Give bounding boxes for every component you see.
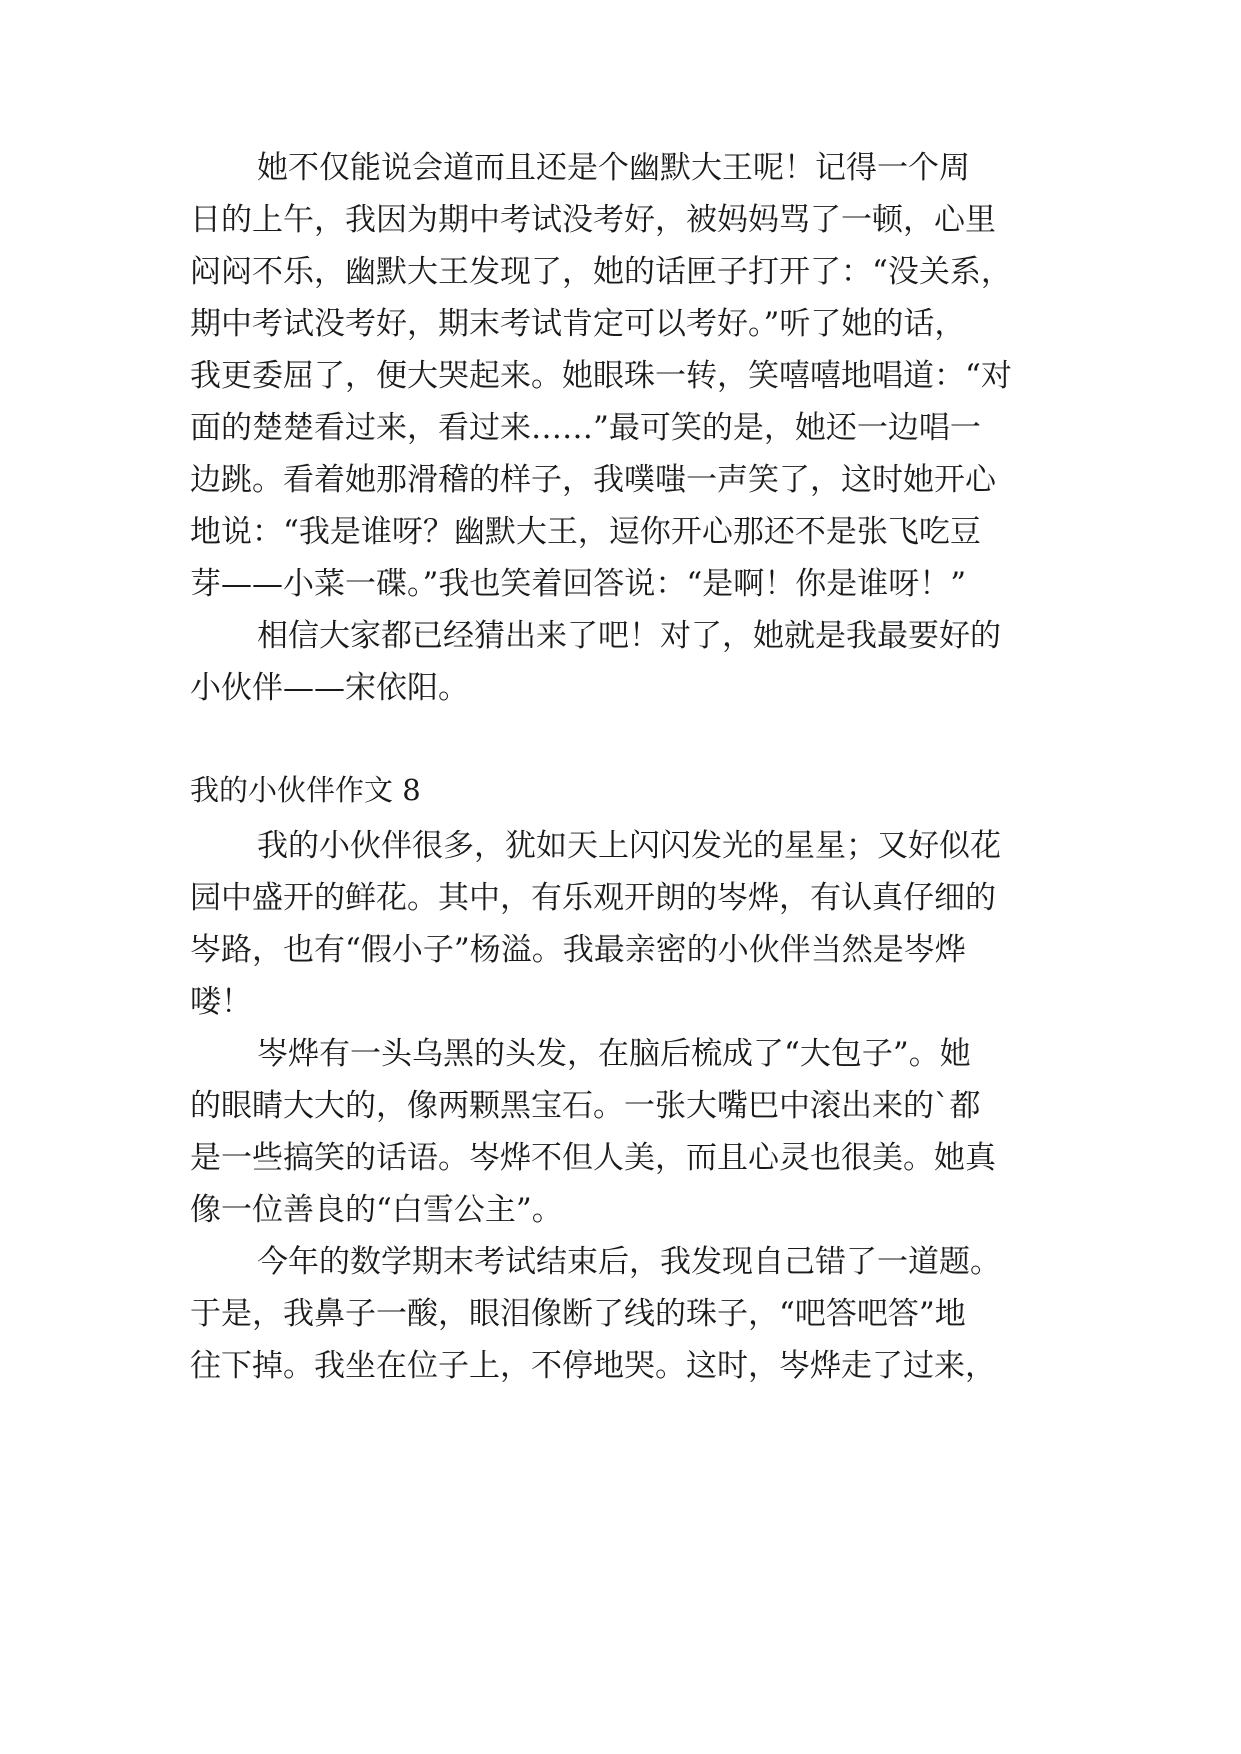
paragraph-line: 岑烨有一头乌黑的头发，在脑后梳成了“大包子”。她 bbox=[257, 1036, 971, 1072]
section-heading: 我的小伙伴作文 8 bbox=[190, 773, 421, 807]
paragraph-line: 芽——小菜一碟。”我也笑着回答说：“是啊！你是谁呀！” bbox=[190, 566, 967, 602]
paragraph-line: 是一些搞笑的话语。岑烨不但人美，而且心灵也很美。她真 bbox=[190, 1140, 996, 1176]
paragraph-line: 喽！ bbox=[190, 984, 252, 1020]
paragraph-line: 面的楚楚看过来，看过来……”最可笑的是，她还一边唱一 bbox=[190, 410, 981, 446]
paragraph-line: 岑路，也有“假小子”杨溢。我最亲密的小伙伴当然是岑烨 bbox=[190, 932, 966, 968]
paragraph-line: 往下掉。我坐在位子上，不停地哭。这时，岑烨走了过来， bbox=[190, 1348, 996, 1384]
paragraph-line: 像一位善良的“白雪公主”。 bbox=[190, 1192, 563, 1228]
paragraph-line: 边跳。看着她那滑稽的样子，我噗嗤一声笑了，这时她开心 bbox=[190, 462, 996, 498]
paragraph-line: 我的小伙伴很多，犹如天上闪闪发光的星星；又好似花 bbox=[257, 828, 1001, 864]
paragraph-line: 小伙伴——宋依阳。 bbox=[190, 670, 469, 706]
paragraph-line: 的眼睛大大的，像两颗黑宝石。一张大嘴巴中滚出来的`都 bbox=[190, 1088, 981, 1124]
paragraph-line: 园中盛开的鲜花。其中，有乐观开朗的岑烨，有认真仔细的 bbox=[190, 880, 996, 916]
paragraph-line: 期中考试没考好，期末考试肯定可以考好。”听了她的话， bbox=[190, 306, 966, 342]
paragraph-line: 地说：“我是谁呀？幽默大王，逗你开心那还不是张飞吃豆 bbox=[190, 514, 981, 550]
paragraph-line: 于是，我鼻子一酸，眼泪像断了线的珠子，“吧答吧答”地 bbox=[190, 1296, 966, 1332]
paragraph-line: 今年的数学期末考试结束后，我发现自己错了一道题。 bbox=[257, 1244, 1001, 1280]
paragraph-line: 闷闷不乐，幽默大王发现了，她的话匣子打开了：“没关系， bbox=[190, 254, 1012, 290]
paragraph-line: 她不仅能说会道而且还是个幽默大王呢！记得一个周 bbox=[257, 150, 970, 186]
paragraph-line: 我更委屈了，便大哭起来。她眼珠一转，笑嘻嘻地唱道：“对 bbox=[190, 358, 1012, 394]
paragraph-line: 日的上午，我因为期中考试没考好，被妈妈骂了一顿，心里 bbox=[190, 202, 996, 238]
paragraph-line: 相信大家都已经猜出来了吧！对了，她就是我最要好的 bbox=[257, 618, 1001, 654]
